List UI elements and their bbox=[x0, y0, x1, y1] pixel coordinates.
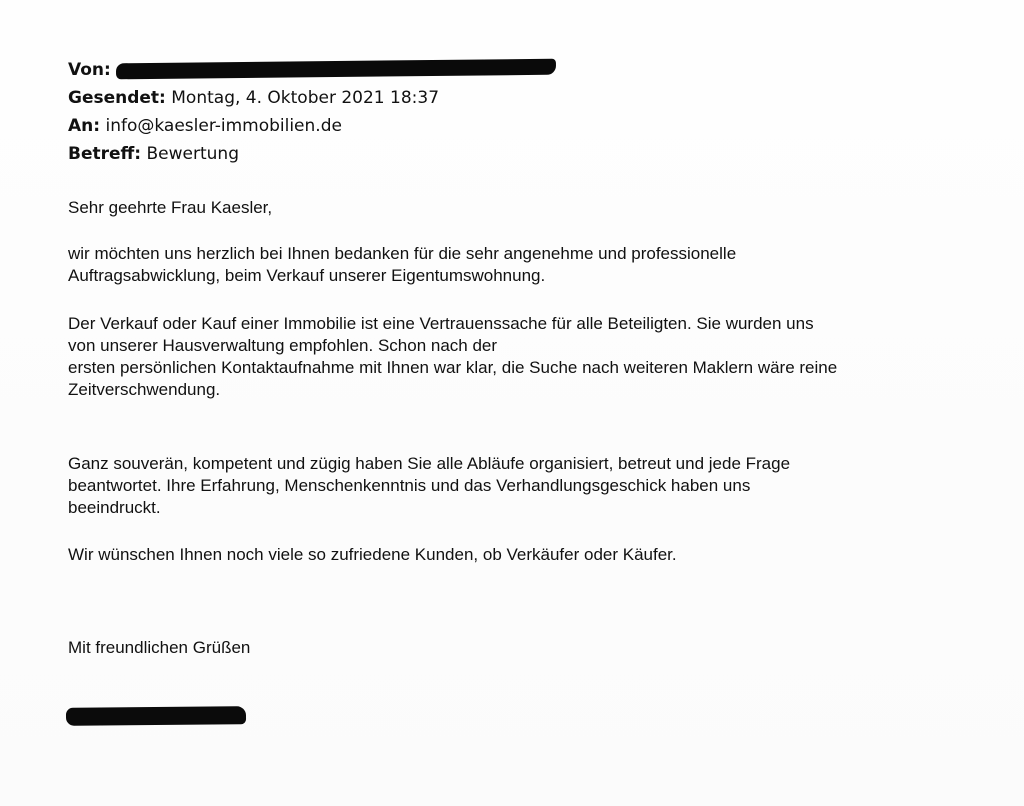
paragraph-1-line: Auftragsabwicklung, beim Verkauf unserer Eigentumswohnung. bbox=[68, 266, 546, 285]
paragraph-3 bbox=[68, 453, 790, 519]
subject-label: Betreff: bbox=[68, 144, 142, 164]
from-row bbox=[68, 56, 439, 84]
paragraph-4-line: Wir wünschen Ihnen noch viele so zufriedene Kunden, ob Verkäufer oder Käufer. bbox=[68, 545, 677, 564]
paragraph-3-line: Ganz souverän, kompetent und zügig haben Sie alle Abläufe organisiert, betreut und jede Frage bbox=[68, 454, 791, 473]
to-label: An: bbox=[68, 116, 101, 136]
paragraph-4 bbox=[68, 544, 677, 566]
redacted-signature bbox=[66, 706, 246, 726]
paragraph-2 bbox=[68, 313, 837, 401]
closing bbox=[68, 637, 250, 659]
paragraph-2-line: Zeitverschwendung. bbox=[68, 380, 221, 399]
sent-label: Gesendet: bbox=[68, 88, 166, 108]
sent-value: Montag, 4. Oktober 2021 18:37 bbox=[171, 88, 440, 108]
paragraph-1-line: wir möchten uns herzlich bei Ihnen bedanken für die sehr angenehme und professionelle bbox=[68, 244, 737, 263]
subject-value: Bewertung bbox=[146, 144, 239, 164]
to-value: info@kaesler-immobilien.de bbox=[105, 116, 342, 136]
email-header bbox=[68, 56, 439, 168]
salutation bbox=[68, 197, 272, 219]
paragraph-3-line: beantwortet. Ihre Erfahrung, Menschenkenntnis und das Verhandlungsgeschick haben uns bbox=[68, 476, 751, 495]
sent-row bbox=[68, 84, 439, 112]
from-label: Von: bbox=[68, 60, 111, 80]
paragraph-3-line: beeindruckt. bbox=[68, 498, 161, 517]
paragraph-1 bbox=[68, 243, 736, 287]
closing-line: Mit freundlichen Grüßen bbox=[68, 638, 251, 657]
paragraph-2-line: ersten persönlichen Kontaktaufnahme mit Ihnen war klar, die Suche nach weiteren Maklern wäre reine bbox=[68, 358, 838, 377]
salutation-line: Sehr geehrte Frau Kaesler, bbox=[68, 198, 273, 217]
to-row bbox=[68, 112, 439, 140]
paragraph-2-line: Der Verkauf oder Kauf einer Immobilie ist eine Vertrauenssache für alle Beteiligten. Sie wurden uns bbox=[68, 314, 814, 333]
redacted-sender bbox=[116, 59, 556, 80]
paragraph-2-line: von unserer Hausverwaltung empfohlen. Schon nach der bbox=[68, 336, 498, 355]
subject-row bbox=[68, 140, 439, 168]
